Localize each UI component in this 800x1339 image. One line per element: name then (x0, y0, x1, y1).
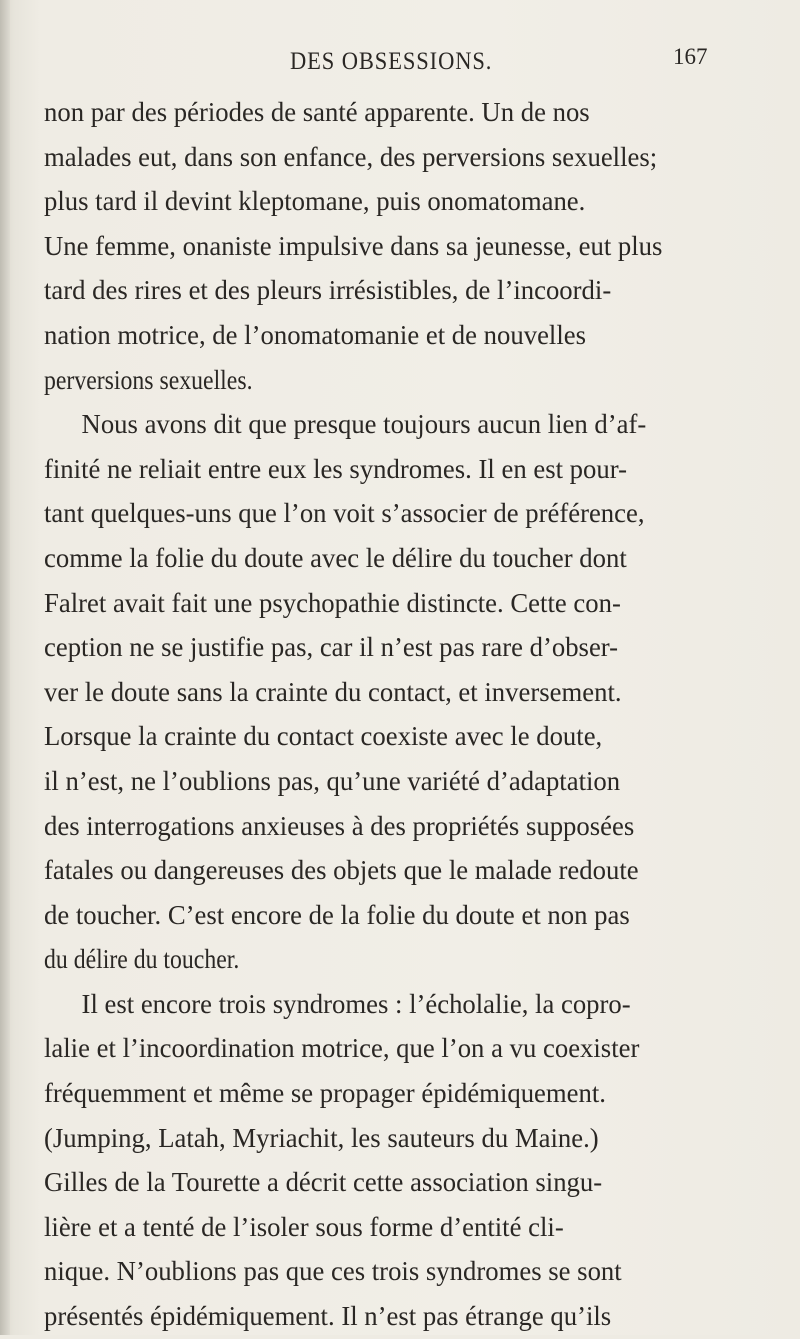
running-title: DES OBSESSIONS. (290, 48, 493, 75)
page-binding-edge (0, 0, 10, 1335)
text-line: fatales ou dangereuses des objets que le malade redoute (44, 855, 639, 886)
text-line: plus tard il devint kleptomane, puis onomatomane. (44, 186, 586, 217)
text-line: Gilles de la Tourette a décrit cette association singu- (44, 1167, 603, 1198)
body-text (44, 90, 764, 1339)
text-line: Falret avait fait une psychopathie distincte. Cette con- (44, 587, 621, 618)
text-line: (Jumping, Latah, Myriachit, les sauteurs du Maine.) (44, 1122, 599, 1153)
text-line: malades eut, dans son enfance, des perversions sexuelles; (44, 141, 658, 172)
text-line: tard des rires et des pleurs irrésistibles, de l’incoordi- (44, 275, 612, 306)
text-line: non par des périodes de santé apparente. Un de nos (44, 97, 590, 127)
paragraph-start-line: Il est encore trois syndromes : l’écholalie, la copro- (81, 988, 631, 1019)
text-line: il n’est, ne l’oublions pas, qu’une variété d’adaptation (44, 765, 621, 796)
text-line: des interrogations anxieuses à des propriétés supposées (44, 810, 635, 841)
text-line: nique. N’oublions pas que ces trois syndromes se sont (44, 1256, 622, 1287)
text-line: lière et a tenté de l’isoler sous forme d’entité cli- (44, 1211, 564, 1242)
text-line: Une femme, onaniste impulsive dans sa jeunesse, eut plus (44, 230, 663, 261)
text-line: fréquemment et même se propager épidémiquement. (44, 1078, 606, 1109)
text-line: nation motrice, de l’onomatomanie et de nouvelles (44, 319, 587, 350)
text-line: perversions sexuelles. (44, 364, 253, 395)
running-header (0, 44, 800, 88)
text-line: du délire du toucher. (44, 944, 240, 975)
text-line: tant quelques-uns que l’on voit s’associer de préférence, (44, 498, 645, 529)
text-line: ver le doute sans la crainte du contact, et inversement. (44, 676, 622, 707)
text-line: finité ne reliait entre eux les syndromes. Il en est pour- (44, 453, 627, 484)
text-line: présentés épidémiquement. Il n’est pas étrange qu’ils (44, 1301, 612, 1332)
text-line: Lorsque la crainte du contact coexiste avec le doute, (44, 721, 603, 752)
text-line: lalie et l’incoordination motrice, que l’on a vu coexister (44, 1033, 640, 1064)
text-line: de toucher. C’est encore de la folie du doute et non pas (44, 899, 630, 930)
page-number: 167 (673, 44, 708, 69)
text-line: comme la folie du doute avec le délire du toucher dont (44, 542, 627, 573)
text-line: ception ne se justifie pas, car il n’est pas rare d’obser- (44, 632, 619, 663)
paragraph-start-line: Nous avons dit que presque toujours aucun lien d’af- (81, 409, 647, 440)
